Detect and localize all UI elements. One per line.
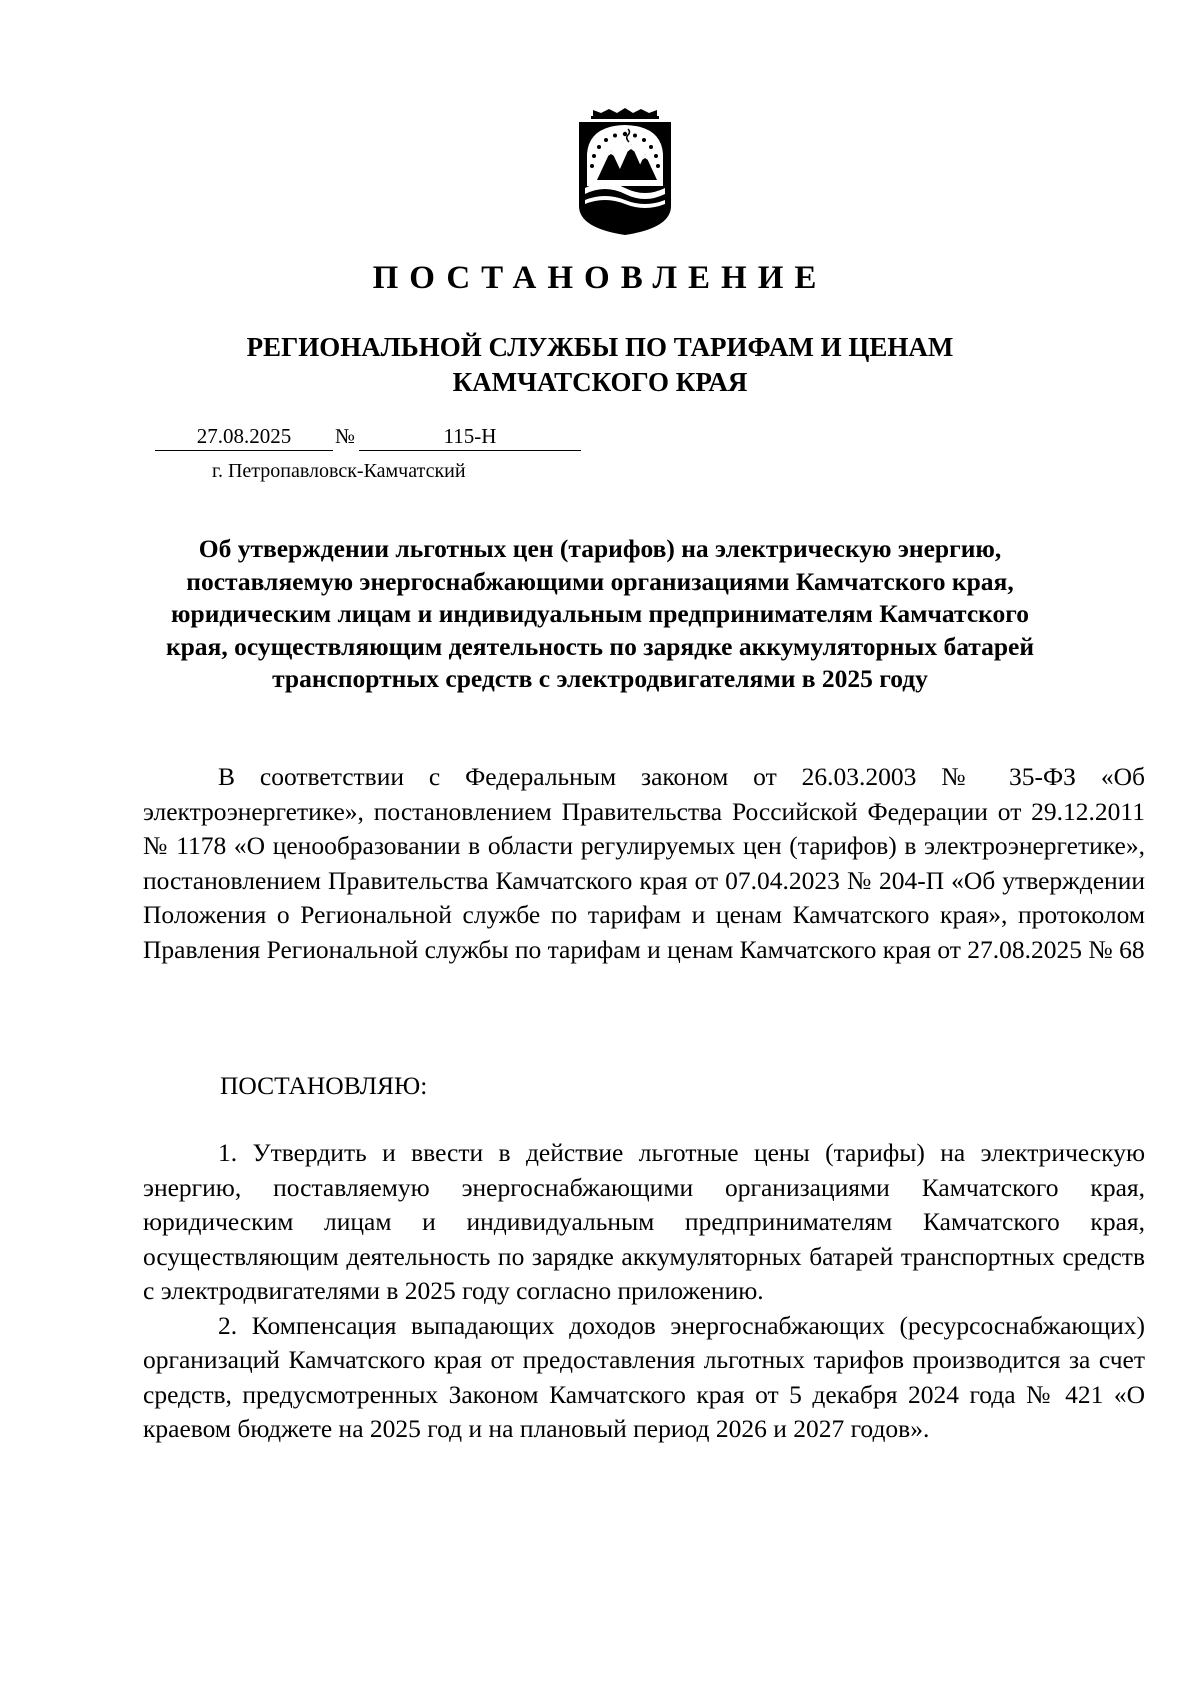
authority-line: РЕГИОНАЛЬНОЙ СЛУЖБЫ ПО ТАРИФАМ И ЦЕНАМ (246, 332, 954, 362)
preamble-section (143, 760, 1145, 967)
document-number: 115-Н (359, 422, 581, 451)
subject-line: транспортных средств с электродвигателями в 2025 году (272, 664, 928, 693)
issuing-authority (0, 330, 1200, 400)
document-date: 27.08.2025 (155, 422, 333, 451)
preamble-paragraph: В соответствии с Федеральным законом от 26.03.2003 № 35-ФЗ «Об электроэнергетике», постановлением Правительства Российской Федерации от 29.12.2011 № 1178 «О ценообразовании в области регулируемых цен (тарифов) в электроэнергетике», постановлением Правительства Камчатского края от 07.04.2023 № 204-П «Об утверждении Положения о Региональной службе по тарифам и ценам Камчатского края», протоколом Правления Региональной службы по тарифам и ценам Камчатского края от 27.08.2025 № 68 (143, 762, 1145, 964)
document-type-title: ПОСТАНОВЛЕНИЕ (372, 260, 828, 296)
kamchatka-coat-of-arms-icon (575, 108, 675, 236)
decree-item: 2. Компенсация выпадающих доходов энергоснабжающих (ресурсоснабжающих) организаций Камчатского края от предоставления льготных тарифов производится за счет средств, предусмотренных Законом Камчатского края от 5 декабря 2024 года № 421 «О краевом бюджете на 2025 год и на плановый период 2026 и 2027 годов». (143, 1310, 1145, 1443)
subject-line: края, осуществляющим деятельность по зарядке аккумуляторных батарей (165, 631, 1035, 661)
subject-line: поставляемую энергоснабжающими организациями Камчатского края, (186, 566, 1014, 596)
number-label: № (335, 424, 356, 448)
document-city: г. Петропавловск-Камчатский (212, 460, 466, 482)
authority-line: КАМЧАТСКОГО КРАЯ (452, 367, 748, 397)
subject-line: Об утверждении льготных цен (тарифов) на электрическую энергию, (198, 534, 1002, 563)
decree-items (143, 1136, 1145, 1447)
decree-item: 1. Утвердить и ввести в действие льготные цены (тарифы) на электрическую энергию, поставляемую энергоснабжающими организациями Камчатского края, юридическим лицам и индивидуальным предпринимателям Камчатского края, осуществляющим деятельность по зарядке аккумуляторных батарей транспортных средств с электродвигателями в 2025 году согласно приложению. (143, 1138, 1145, 1305)
document-subject (140, 533, 1060, 696)
subject-line: юридическим лицам и индивидуальным предпринимателям Камчатского (171, 599, 1029, 628)
decree-word: ПОСТАНОВЛЯЮ: (220, 1071, 428, 1100)
